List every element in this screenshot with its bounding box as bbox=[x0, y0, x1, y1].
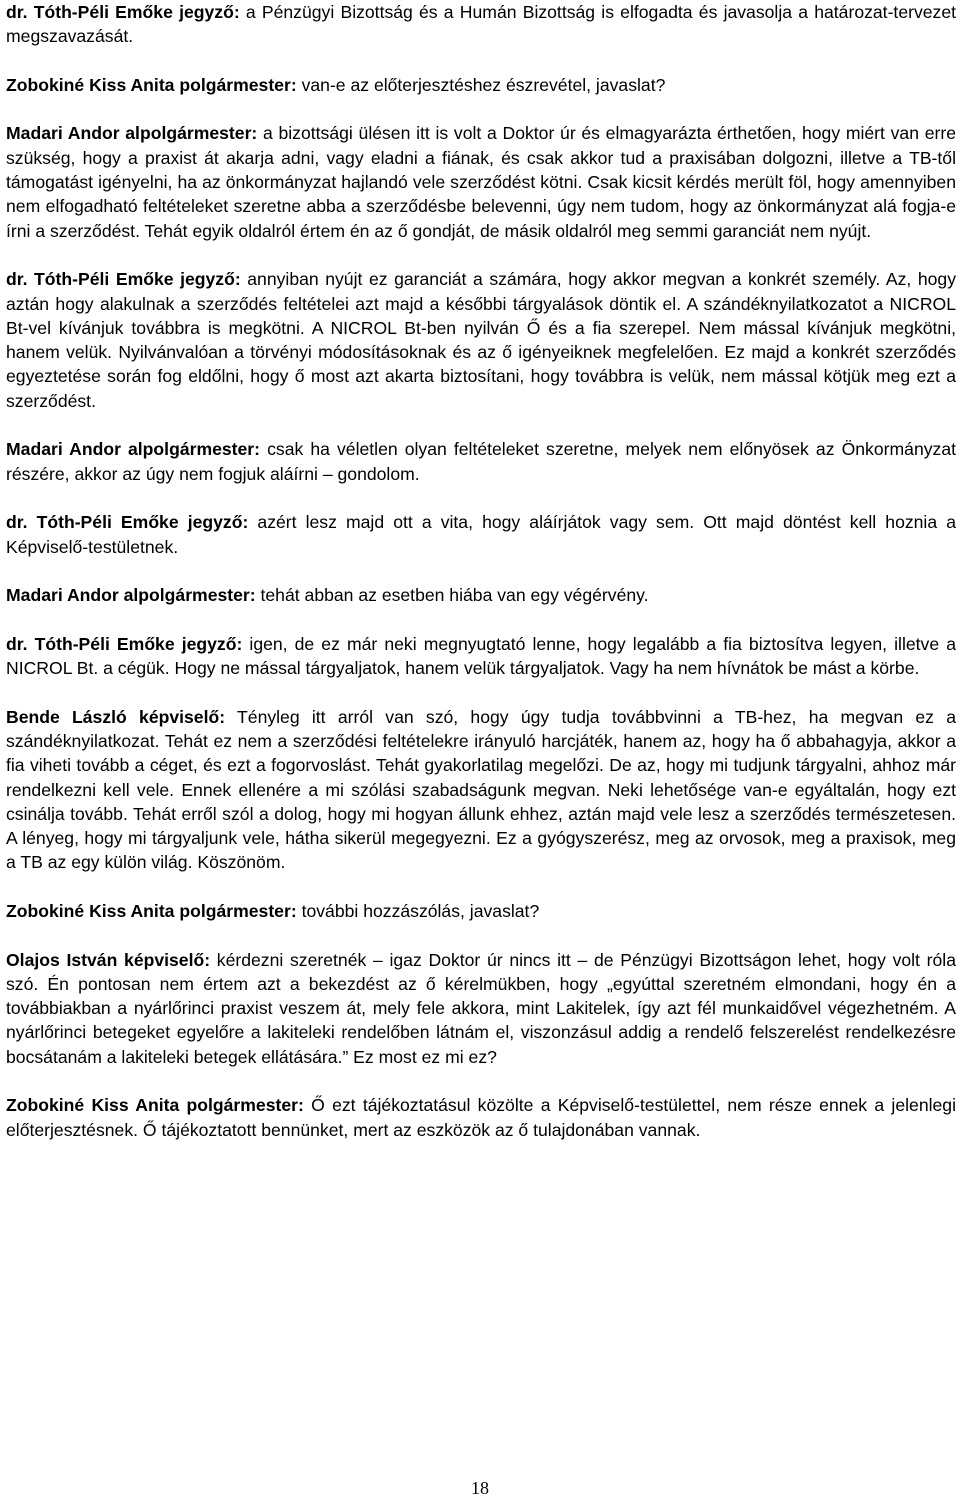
paragraph bbox=[6, 705, 956, 875]
speaker-name: Olajos István képviselő: bbox=[6, 949, 211, 970]
paragraph-text: azért lesz majd ott a vita, hogy aláírjátok vagy sem. Ott majd döntést kell hoznia a Képviselő-testületnek. bbox=[6, 512, 956, 557]
paragraph bbox=[6, 583, 956, 607]
speaker-name: Zobokiné Kiss Anita polgármester: bbox=[6, 74, 297, 95]
paragraph-text: további hozzászólás, javaslat? bbox=[296, 900, 540, 921]
paragraph-text: Ő ezt tájékoztatásul közölte a Képviselő-testülettel, nem része ennek a jelenlegi előterjesztésnek. Ő tájékoztatott bennünket, mert az eszközök az ő tulajdonában vannak. bbox=[6, 1095, 956, 1140]
paragraph bbox=[6, 121, 956, 242]
paragraph bbox=[6, 73, 956, 97]
paragraph-text: tehát abban az esetben hiába van egy végérvény. bbox=[255, 585, 649, 606]
paragraph bbox=[6, 0, 956, 49]
paragraph-text: a bizottsági ülésen itt is volt a Doktor úr és elmagyarázta érthetően, hogy miért van erre szükség, hogy a praxist át akarja adni, vagy eladni a fiának, és csak akkor tud a praxisában dolgozni, illetve a TB-től támogatást igényelni, ha az önkormányzat hajlandó vele szerződést kötni. Csak kicsit kérdés merült föl, hogy amennyiben nem elfogadható feltételeket szeretne abba a szerződésbe belevenni, úgy nem tudom, hogy az önkormányzat alá fogja-e írni a szerződést. Tehát egyik oldalról értem én az ő gondját, de másik oldalról meg semmi garanciát nem nyújt. bbox=[6, 123, 957, 241]
paragraph-text: csak ha véletlen olyan feltételeket szeretne, melyek nem előnyösek az Önkormányzat részére, akkor az úgy nem fogjuk aláírni – gondolom. bbox=[6, 439, 956, 484]
speaker-name: dr. Tóth-Péli Emőke jegyző: bbox=[6, 269, 241, 290]
speaker-name: Madari Andor alpolgármester: bbox=[6, 123, 258, 144]
paragraph-text: a Pénzügyi Bizottság és a Humán Bizottság is elfogadta és javasolja a határozat-tervezet megszavazását. bbox=[6, 2, 957, 47]
paragraph-text: Tényleg itt arról van szó, hogy úgy tudja továbbvinni a TB-hez, ha megvan ez a szándéknyilatkozat. Tehát ez nem a szerződési feltételekre irányuló harcjáték, hanem az, hogy ha ő abbahagyja, akkor a fia viheti tovább a céget, és ezt a fogorvoslást. Tehát gyakorlatilag megelőzi. De az, hogy mi tudjunk tárgyalni, ahhoz már rendelkezni kell vele. Ennek ellenére a mi szólási szabadságunk megvan. Neki lehetősége van-e egyáltalán, hogy ezt csinálja tovább. Tehát erről szól a dolog, hogy mi hogyan állunk ehhez, aztán majd vele lesz a szerződés természetesen. A lényeg, hogy mi tárgyaljunk vele, hátha sikerül megegyezni. Ez a gyógyszerész, meg az orvosok, meg a praxisok, meg a TB az egy külön világ. Köszönöm. bbox=[6, 706, 956, 873]
paragraph-text: igen, de ez már neki megnyugtató lenne, hogy legalább a fia biztosítva legyen, illetve a NICROL Bt. a cégük. Hogy ne mással tárgyaljatok, hanem velük tárgyaljatok. Vagy ha nem hívnátok be mást a körbe. bbox=[6, 633, 957, 679]
speaker-name: dr. Tóth-Péli Emőke jegyző: bbox=[6, 2, 240, 22]
speaker-name: dr. Tóth-Péli Emőke jegyző: bbox=[6, 633, 243, 654]
paragraph bbox=[6, 632, 956, 681]
speaker-name: Madari Andor alpolgármester: bbox=[6, 585, 256, 606]
paragraph bbox=[6, 267, 956, 413]
speaker-name: Madari Andor alpolgármester: bbox=[6, 439, 261, 460]
speaker-name: dr. Tóth-Péli Emőke jegyző: bbox=[6, 512, 249, 533]
speaker-name: Bende László képviselő: bbox=[6, 706, 226, 727]
speaker-name: Zobokiné Kiss Anita polgármester: bbox=[6, 1095, 304, 1116]
speaker-name: Zobokiné Kiss Anita polgármester: bbox=[6, 900, 297, 921]
paragraph bbox=[6, 510, 956, 559]
paragraph bbox=[6, 437, 956, 486]
document-page bbox=[6, 0, 956, 1166]
paragraph-text: kérdezni szeretnék – igaz Doktor úr nincs itt – de Pénzügyi Bizottságon lehet, hogy volt róla szó. Én pontosan nem értem azt a bekezdést az ő kérelmükben, hogy „egyúttal szeretném elmondani, hogy én a továbbiakban a nyárlőrinci praxist veszem át, mely fele akkora, mint Lakitelek, így azt fél munkaidővel végezhetném. A nyárlőrinci betegeket egyelőre a lakiteleki rendelőben látnám el, viszonzásul addig a rendelő felszerelést rendelkezésre bocsátanám a lakiteleki betegek ellátására.” Ez most ez mi ez? bbox=[6, 949, 956, 1067]
page-number: 18 bbox=[471, 1478, 489, 1498]
paragraph bbox=[6, 1093, 956, 1142]
paragraph bbox=[6, 899, 956, 923]
paragraph bbox=[6, 948, 956, 1069]
paragraph-text: van-e az előterjesztéshez észrevétel, javaslat? bbox=[296, 74, 666, 95]
paragraph-text: annyiban nyújt ez garanciát a számára, hogy akkor megvan a konkrét személy. Az, hogy aztán hogy alakulnak a szerződés feltételei azt majd a későbbi tárgyalások döntik el. A szándéknyilatkozatot a NICROL Bt-vel kívánjuk továbbra is megkötni. A NICROL Bt-ben nyilván Ő és a fia szerepel. Nem mással kívánjuk megkötni, hanem velük. Nyilvánvalóan a törvényi módosításoknak és az ő igényeiknek megfelelően. Ez majd a konkrét szerződés egyeztetése során fog eldőlni, hogy ő most azt akarta biztosítani, hogy továbbra is velük, nem mással kötjük meg ezt a szerződést. bbox=[6, 269, 957, 411]
